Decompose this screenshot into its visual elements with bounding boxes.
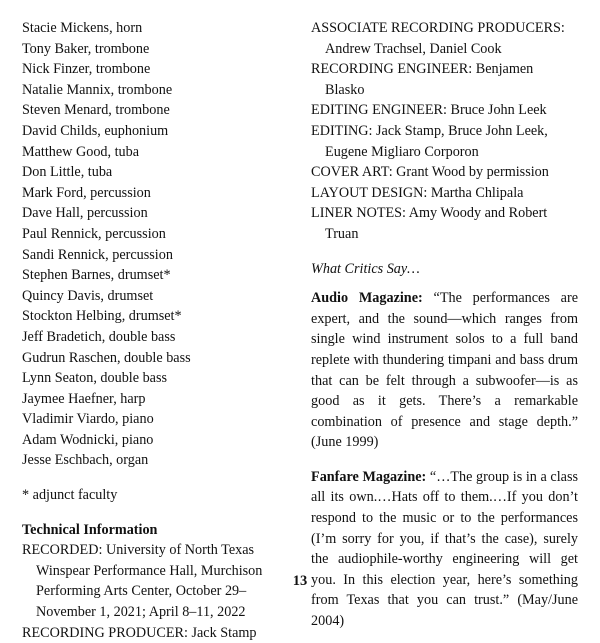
credit-first-line: RECORDING ENGINEER: Benjamen bbox=[311, 61, 534, 78]
credit-cont-line: Blasko bbox=[325, 81, 365, 98]
personnel-list bbox=[22, 18, 275, 471]
review-quote bbox=[311, 467, 578, 632]
credit-first-line: LINER NOTES: Amy Woody and Robert bbox=[311, 205, 548, 222]
credit-first-line: EDITING: Jack Stamp, Bruce John Leek, bbox=[311, 122, 548, 139]
credit-first-line: EDITING ENGINEER: Bruce John Leek bbox=[311, 102, 547, 119]
review-source: Audio Magazine: bbox=[311, 290, 423, 307]
spacer bbox=[311, 245, 578, 259]
list-item: Mark Ford, percussion bbox=[22, 184, 151, 201]
review-source: Fanfare Magazine: bbox=[311, 468, 427, 485]
credit-first-line: ASSOCIATE RECORDING PRODUCERS: bbox=[311, 20, 565, 36]
review-text: “…The group is in a class all its own.…Hats off to them.…If you don’t respond to the music or to the performances (I’m sorry for you, if that’s the case), surely the audiophile-worthy engineering will get you. In this election year, here’s something from Texas that you can trust.” (May/June 2004) bbox=[311, 468, 578, 630]
list-item: Stephen Barnes, drumset* bbox=[22, 267, 171, 284]
list-item: Natalie Mannix, trombone bbox=[22, 81, 173, 98]
spacer bbox=[22, 506, 275, 520]
credit-entry bbox=[311, 203, 578, 244]
credit-cont-line: November 1, 2021; April 8–11, 2022 bbox=[36, 604, 246, 621]
credit-first-line: RECORDED: University of North Texas bbox=[22, 542, 255, 559]
credit-first-line: COVER ART: Grant Wood by permission bbox=[311, 164, 549, 181]
list-item: Matthew Good, tuba bbox=[22, 143, 140, 160]
credit-entry bbox=[311, 162, 578, 183]
list-item: Steven Menard, trombone bbox=[22, 102, 170, 119]
technical-information-heading: Technical Information bbox=[22, 521, 158, 538]
review-quote bbox=[311, 288, 578, 453]
credit-entry bbox=[311, 59, 578, 100]
credit-entry bbox=[311, 100, 578, 121]
right-column bbox=[311, 18, 578, 632]
spacer bbox=[311, 279, 578, 288]
list-item: Dave Hall, percussion bbox=[22, 205, 148, 222]
list-item: Jesse Eschbach, organ bbox=[22, 452, 149, 469]
list-item: Adam Wodnicki, piano bbox=[22, 431, 154, 448]
technical-information-credits bbox=[22, 540, 275, 643]
list-item: David Childs, euphonium bbox=[22, 122, 169, 139]
production-credits bbox=[311, 18, 578, 245]
spacer bbox=[311, 453, 578, 467]
adjunct-faculty-footnote: * adjunct faculty bbox=[22, 487, 118, 504]
credit-entry bbox=[311, 18, 578, 59]
credit-first-line: RECORDING PRODUCER: Jack Stamp bbox=[22, 624, 257, 641]
spacer bbox=[22, 471, 275, 485]
list-item: Jaymee Haefner, harp bbox=[22, 390, 146, 407]
review-text: “The performances are expert, and the sound—which ranges from single wind instrument solos to a full band replete with thundering timpani and bass drum that can be felt through a subwoofer—is as good as it gets. There’s a remarkable combination of presence and stage depth.” (June 1999) bbox=[311, 290, 578, 451]
list-item: Don Little, tuba bbox=[22, 164, 113, 181]
credit-entry bbox=[311, 183, 578, 204]
credit-cont-line: Eugene Migliaro Corporon bbox=[325, 143, 479, 160]
credit-first-line: LAYOUT DESIGN: Martha Chlipala bbox=[311, 184, 524, 201]
credit-cont-line: Winspear Performance Hall, Murchison bbox=[36, 562, 263, 579]
list-item: Vladimir Viardo, piano bbox=[22, 411, 154, 428]
credit-cont-line: Truan bbox=[325, 225, 359, 242]
list-item: Stacie Mickens, horn bbox=[22, 20, 143, 36]
list-item: Gudrun Raschen, double bass bbox=[22, 349, 191, 366]
list-item: Quincy Davis, drumset bbox=[22, 287, 154, 304]
list-item: Jeff Bradetich, double bass bbox=[22, 328, 176, 345]
list-item: Lynn Seaton, double bass bbox=[22, 370, 168, 387]
list-item: Paul Rennick, percussion bbox=[22, 225, 166, 242]
list-item: Tony Baker, trombone bbox=[22, 40, 150, 57]
what-critics-say-heading: What Critics Say… bbox=[311, 260, 420, 277]
credit-entry bbox=[22, 623, 275, 643]
list-item: Stockton Helbing, drumset* bbox=[22, 308, 182, 325]
credit-entry bbox=[311, 121, 578, 162]
left-column bbox=[22, 18, 289, 643]
credit-cont-line: Andrew Trachsel, Daniel Cook bbox=[325, 40, 502, 57]
list-item: Nick Finzer, trombone bbox=[22, 61, 151, 78]
list-item: Sandi Rennick, percussion bbox=[22, 246, 173, 263]
page-number: 13 bbox=[292, 573, 308, 589]
credit-cont-line: Performing Arts Center, October 29– bbox=[36, 583, 247, 600]
